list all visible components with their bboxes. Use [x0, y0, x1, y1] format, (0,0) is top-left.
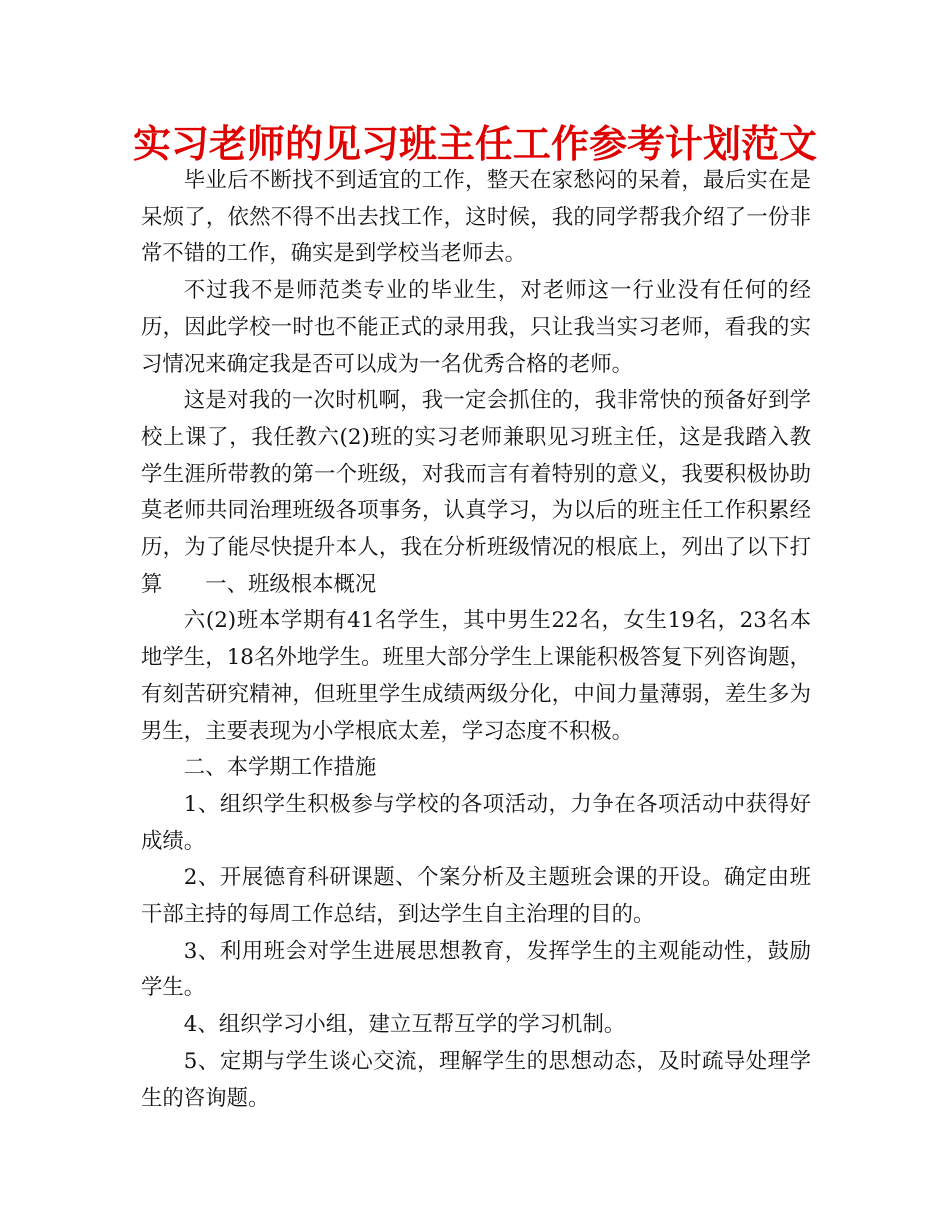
list-item: 1、组织学生积极参与学校的各项活动，力争在各项活动中获得好成绩。 [141, 791, 811, 854]
list-item: 2、开展德育科研课题、个案分析及主题班会课的开设。确定由班干部主持的每周工作总结，到达学生自主治理的目的。 [141, 865, 811, 928]
section-heading: 二、本学期工作措施 [183, 755, 377, 781]
list-item: 3、利用班会对学生进展思想教育，发挥学生的主观能动性，鼓励学生。 [141, 938, 811, 1001]
document-body [141, 163, 811, 1117]
list-item: 4、组织学习小组，建立互帮互学的学习机制。 [183, 1012, 626, 1038]
paragraph: 不过我不是师范类专业的毕业生，对老师这一行业没有任何的经历，因此学校一时也不能正式的录用我，只让我当实习老师，看我的实习情况来确定我是否可以成为一名优秀合格的老师。 [141, 278, 811, 377]
list-item: 5、定期与学生谈心交流，理解学生的思想动态，及时疏导处理学生的咨询题。 [141, 1048, 811, 1111]
paragraph: 毕业后不断找不到适宜的工作，整天在家愁闷的呆着，最后实在是呆烦了，依然不得不出去找工作，这时候，我的同学帮我介绍了一份非常不错的工作，确实是到学校当老师去。 [141, 168, 811, 267]
document-title: 实习老师的见习班主任工作参考计划范文 [132, 122, 817, 166]
paragraph: 六(2)班本学期有41名学生，其中男生22名，女生19名，23名本地学生，18名外地学生。班里大部分学生上课能积极答复下列咨询题，有刻苦研究精神，但班里学生成绩两级分化，中间力量薄弱，差生多为男生，主要表现为小学根底太差，学习态度不积极。 [141, 608, 811, 744]
paragraph: 这是对我的一次时机啊，我一定会抓住的，我非常快的预备好到学校上课了，我任教六(2)班的实习老师兼职见习班主任，这是我踏入教学生涯所带教的第一个班级，对我而言有着特别的意义，我要积极协助莫老师共同治理班级各项事务，认真学习，为以后的班主任工作积累经历，为了能尽快提升本人，我在分析班级情况的根底上，列出了以下打算 一、班级根本概况 [141, 388, 811, 597]
